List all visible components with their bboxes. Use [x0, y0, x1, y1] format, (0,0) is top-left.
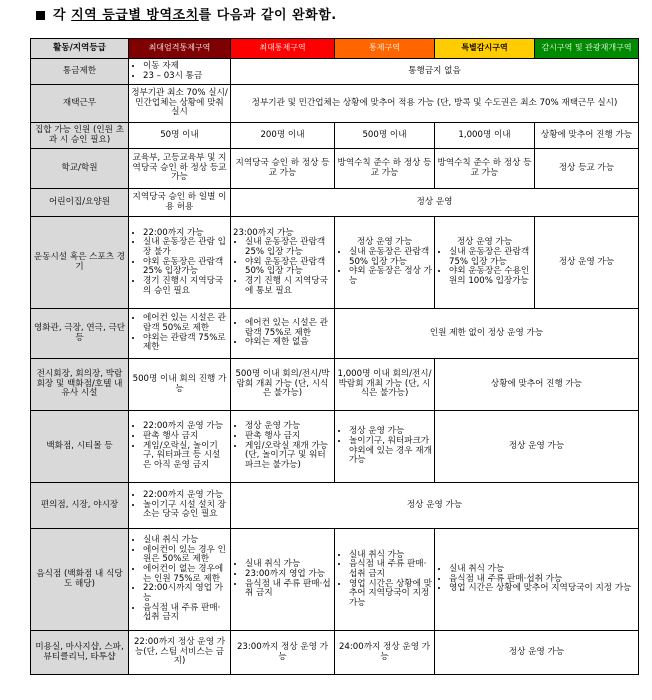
row-label: 집합 가능 인원 (인원 초과 시 승인 필요) [31, 123, 129, 149]
table-cell: 24:00까지 정상 운영 가능 [335, 631, 435, 675]
table-cell: 인원 제한 없이 정상 운영 가능 [335, 309, 639, 359]
table-cell: • 22:00까지 운영 가능 • 판촉 행사 금지 • 게임/오락실, 놀이기구, 워터파크 등 시설은 아직 운영 금지 [129, 411, 231, 483]
table-cell: 교육부, 고등교육부 및 지역당국 승인 하 정상 등교 가능 [129, 149, 231, 189]
table-cell: 방역수칙 준수 하 정상 등교 가능 [435, 149, 535, 189]
header-zone-yellow: 특별감시구역 [435, 39, 535, 59]
row-label: 편의점, 시장, 야시장 [31, 483, 129, 529]
table-row [31, 309, 639, 359]
table-cell: 상황에 맞추어 진행 가능 [535, 123, 639, 149]
table-row [31, 59, 639, 85]
table-cell: • 정상 운영 가능 • 판촉 행사 금지 • 게임/오락실 재개 가능(단, 놀이기구 및 워터파크는 불가능) [231, 411, 335, 483]
heading-prefix: 각 [53, 8, 67, 23]
table-cell: 정상 운영 [231, 189, 639, 217]
row-label: 재택근무 [31, 85, 129, 123]
table-cell: • 22:00까지 운영 가능 • 놀이기구 시설 설치 장소는 당국 승인 필요 [129, 483, 231, 529]
table-cell: 정상 운영 가능 [231, 483, 639, 529]
table-cell: 23:00까지 정상 운영 가능 [231, 631, 335, 675]
table-row [31, 189, 639, 217]
table-cell: • 정상 운영 가능 • 놀이기구, 워터파크가 야외에 있는 경우 재개 가능 [335, 411, 435, 483]
row-label: 영화관, 극장, 연극, 극단 등 [31, 309, 129, 359]
table-cell: 정부기관 최소 70% 실시/ 민간업체는 상황에 맞춰 실시 [129, 85, 231, 123]
row-label: 백화점, 시티몰 등 [31, 411, 129, 483]
table-cell: • 실내 취식 가능 • 음식점 내 주류 판매·섭취 금지 • 영업 시간은 상황에 맞추어 지역당국이 지정 가능 [335, 529, 435, 631]
table-row [31, 411, 639, 483]
table-cell: 정부기관 및 민간업체는 상황에 맞추어 적용 가능 (단, 방콕 및 수도권은 최소 70% 재택근무 실시) [231, 85, 639, 123]
table-cell: 500명 이내 회의/전시/박람회 개최 가능 (단, 시식은 불가능) [231, 359, 335, 411]
table-cell: 정상 등교 가능 [535, 149, 639, 189]
table-cell: • 에어컨 있는 시설은 관람객 75%로 제한 • 야외는 제한 없음 [231, 309, 335, 359]
row-label: 학교/학원 [31, 149, 129, 189]
table-cell: 지역당국 승인 하 일별 이용 허용 [129, 189, 231, 217]
table-cell: • 실내 취식 가능 • 23:00까지 영업 가능 • 음식점 내 주류 판매·섭취 금지 [231, 529, 335, 631]
row-label: 미용실, 마사지샵, 스파, 뷰티클리닉, 타투샵 [31, 631, 129, 675]
table-cell: 1,000명 이내 회의/전시/박람회 개최 가능 (단, 시식은 불가능) [335, 359, 435, 411]
table-cell: 정상 운영 가능 [535, 217, 639, 309]
table-cell: 500명 이내 [335, 123, 435, 149]
table-cell: 방역수칙 준수 하 정상 등교 가능 [335, 149, 435, 189]
row-label: 음식점 (백화점 내 식당도 해당) [31, 529, 129, 631]
table-row [31, 631, 639, 675]
header-zone-green: 감시구역 및 관광재개구역 [535, 39, 639, 59]
header-zone-orange: 통제구역 [335, 39, 435, 59]
table-cell: 정상 운영 가능 [435, 411, 639, 483]
table-cell: • 에어컨 있는 시설은 관람객 50%로 제한 • 야외는 관람객 75%로 제한 [129, 309, 231, 359]
table-header-row [31, 39, 639, 59]
table-row [31, 123, 639, 149]
row-label: 통금제한 [31, 59, 129, 85]
section-heading [36, 4, 337, 23]
row-label: 운동시설 혹은 스포츠 경기 [31, 217, 129, 309]
table-cell: 정상 운영 가능 [435, 631, 639, 675]
table-cell: 22:00까지 정상 운영 가능(단, 스팀 서비스는 금지) [129, 631, 231, 675]
table-row [31, 85, 639, 123]
table-cell: 상황에 맞추어 진행 가능 [435, 359, 639, 411]
table-row [31, 359, 639, 411]
header-zone-red: 최대통제구역 [231, 39, 335, 59]
header-zone-darkred: 최대엄격통제구역 [129, 39, 231, 59]
table-cell: 지역당국 승인 하 정상 등교 가능 [231, 149, 335, 189]
heading-underlined: 지역 등급별 방역조치 [71, 8, 199, 23]
table-cell: • 이동 자제 • 23 – 03시 통금 [129, 59, 231, 85]
table-cell: 200명 이내 [231, 123, 335, 149]
header-activity: 활동/지역등급 [31, 39, 129, 59]
table-row [31, 529, 639, 631]
heading-suffix: 를 다음과 같이 완화함. [198, 8, 337, 23]
table-row [31, 149, 639, 189]
measures-table [30, 38, 639, 675]
table-row [31, 483, 639, 529]
row-label: 어린이집/요양원 [31, 189, 129, 217]
table-cell: 정상 운영 가능 • 실내 운동장은 관람객 75% 입장 가능 • 야외 운동장은 수용인원의 100% 입장가능 [435, 217, 535, 309]
table-cell: 23:00까지 가능 • 실내 운동장은 관람객 25% 입장 가능 • 야외 운동장은 관람객 50% 입장 가능 • 경기 진행 시 지역당국에 통보 필요 [231, 217, 335, 309]
table-cell: 50명 이내 [129, 123, 231, 149]
square-bullet-icon [36, 11, 45, 20]
table-cell: • 실내 취식 가능 • 에어컨이 있는 경우 인원은 50%로 제한 • 에어컨이 없는 경우에는 인원 75%로 제한 • 22:00시까지 영업 가능 • 음식점 내 주류 판매·섭취 금지 [129, 529, 231, 631]
table-cell: 통행금지 없음 [231, 59, 639, 85]
table-cell: • 22:00까지 가능 • 실내 운동장은 관람 입장 불가 • 야외 운동장은 관람객 25% 입장가능 • 경기 진행시 지역당국의 승인 필요 [129, 217, 231, 309]
table-cell: 1,000명 이내 [435, 123, 535, 149]
row-label: 전시회장, 회의장, 박람회장 및 백화점/호텔 내 유사 시설 [31, 359, 129, 411]
table-cell: 정상 운영 가능 • 실내 운동장은 관람객 50% 입장 가능 • 야외 운동장은 정상 가능 [335, 217, 435, 309]
table-cell: 500명 이내 회의 진행 가능 [129, 359, 231, 411]
table-row [31, 217, 639, 309]
table-cell: • 실내 취식 가능 • 음식점 내 주류 판매·섭취 가능 • 영업 시간은 상황에 맞추어 지역당국이 지정 가능 [435, 529, 639, 631]
